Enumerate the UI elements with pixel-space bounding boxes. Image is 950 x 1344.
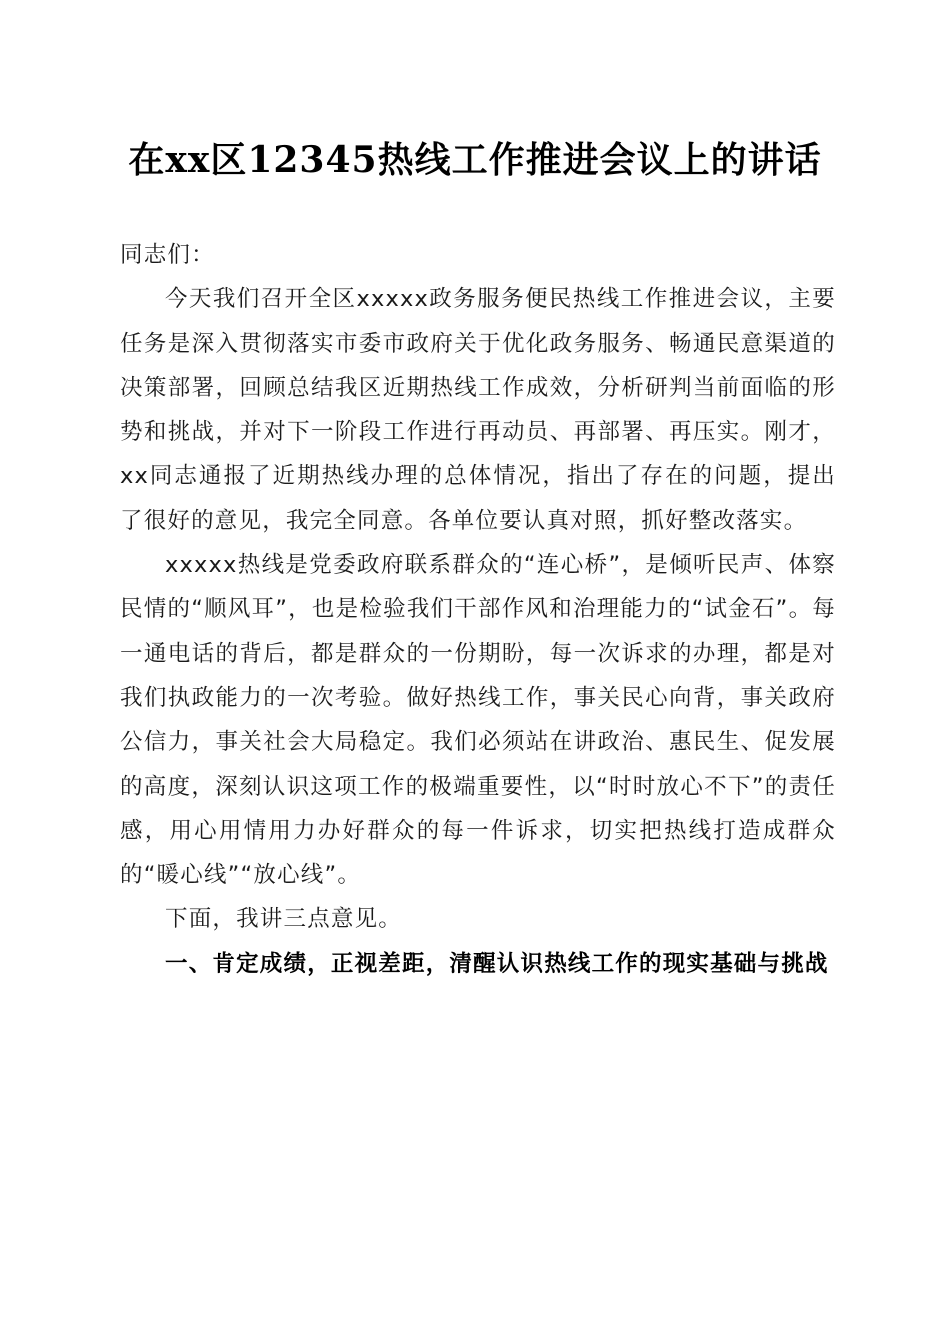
document-body	[120, 233, 836, 986]
paragraph-transition: 下面，我讲三点意见。	[165, 906, 403, 933]
document-title: 在xx区12345热线工作推进会议上的讲话	[128, 139, 822, 181]
paragraph-opening: 今天我们召开全区xxxxx政务服务便民热线工作推进会议，主要任务是深入贯彻落实市委市政府关于优化政务服务、畅通民意渠道的决策部署，回顾总结我区近期热线工作成效，分析研判当前面临的形势和挑战，并对下一阶段工作进行再动员、再部署、再压实。刚才，xx同志通报了近期热线办理的总体情况，指出了存在的问题，提出了很好的意见，我完全同意。各单位要认真对照，抓好整改落实。	[120, 286, 836, 534]
salutation: 同志们：	[120, 242, 215, 268]
section-heading-1: 一、肯定成绩，正视差距，清醒认识热线工作的现实基础与挑战	[165, 950, 829, 977]
paragraph-hotline-importance: xxxxx热线是党委政府联系群众的“连心桥”，是倾听民声、体察民情的“顺风耳”，也是检验我们干部作风和治理能力的“试金石”。每一通电话的背后，都是群众的一份期盼，每一次诉求的办理，都是对我们执政能力的一次考验。做好热线工作，事关民心向背，事关政府公信力，事关社会大局稳定。我们必须站在讲政治、惠民生、促发展的高度，深刻认识这项工作的极端重要性，以“时时放心不下”的责任感，用心用情用力办好群众的每一件诉求，切实把热线打造成群众的“暖心线”“放心线”。	[120, 552, 836, 889]
